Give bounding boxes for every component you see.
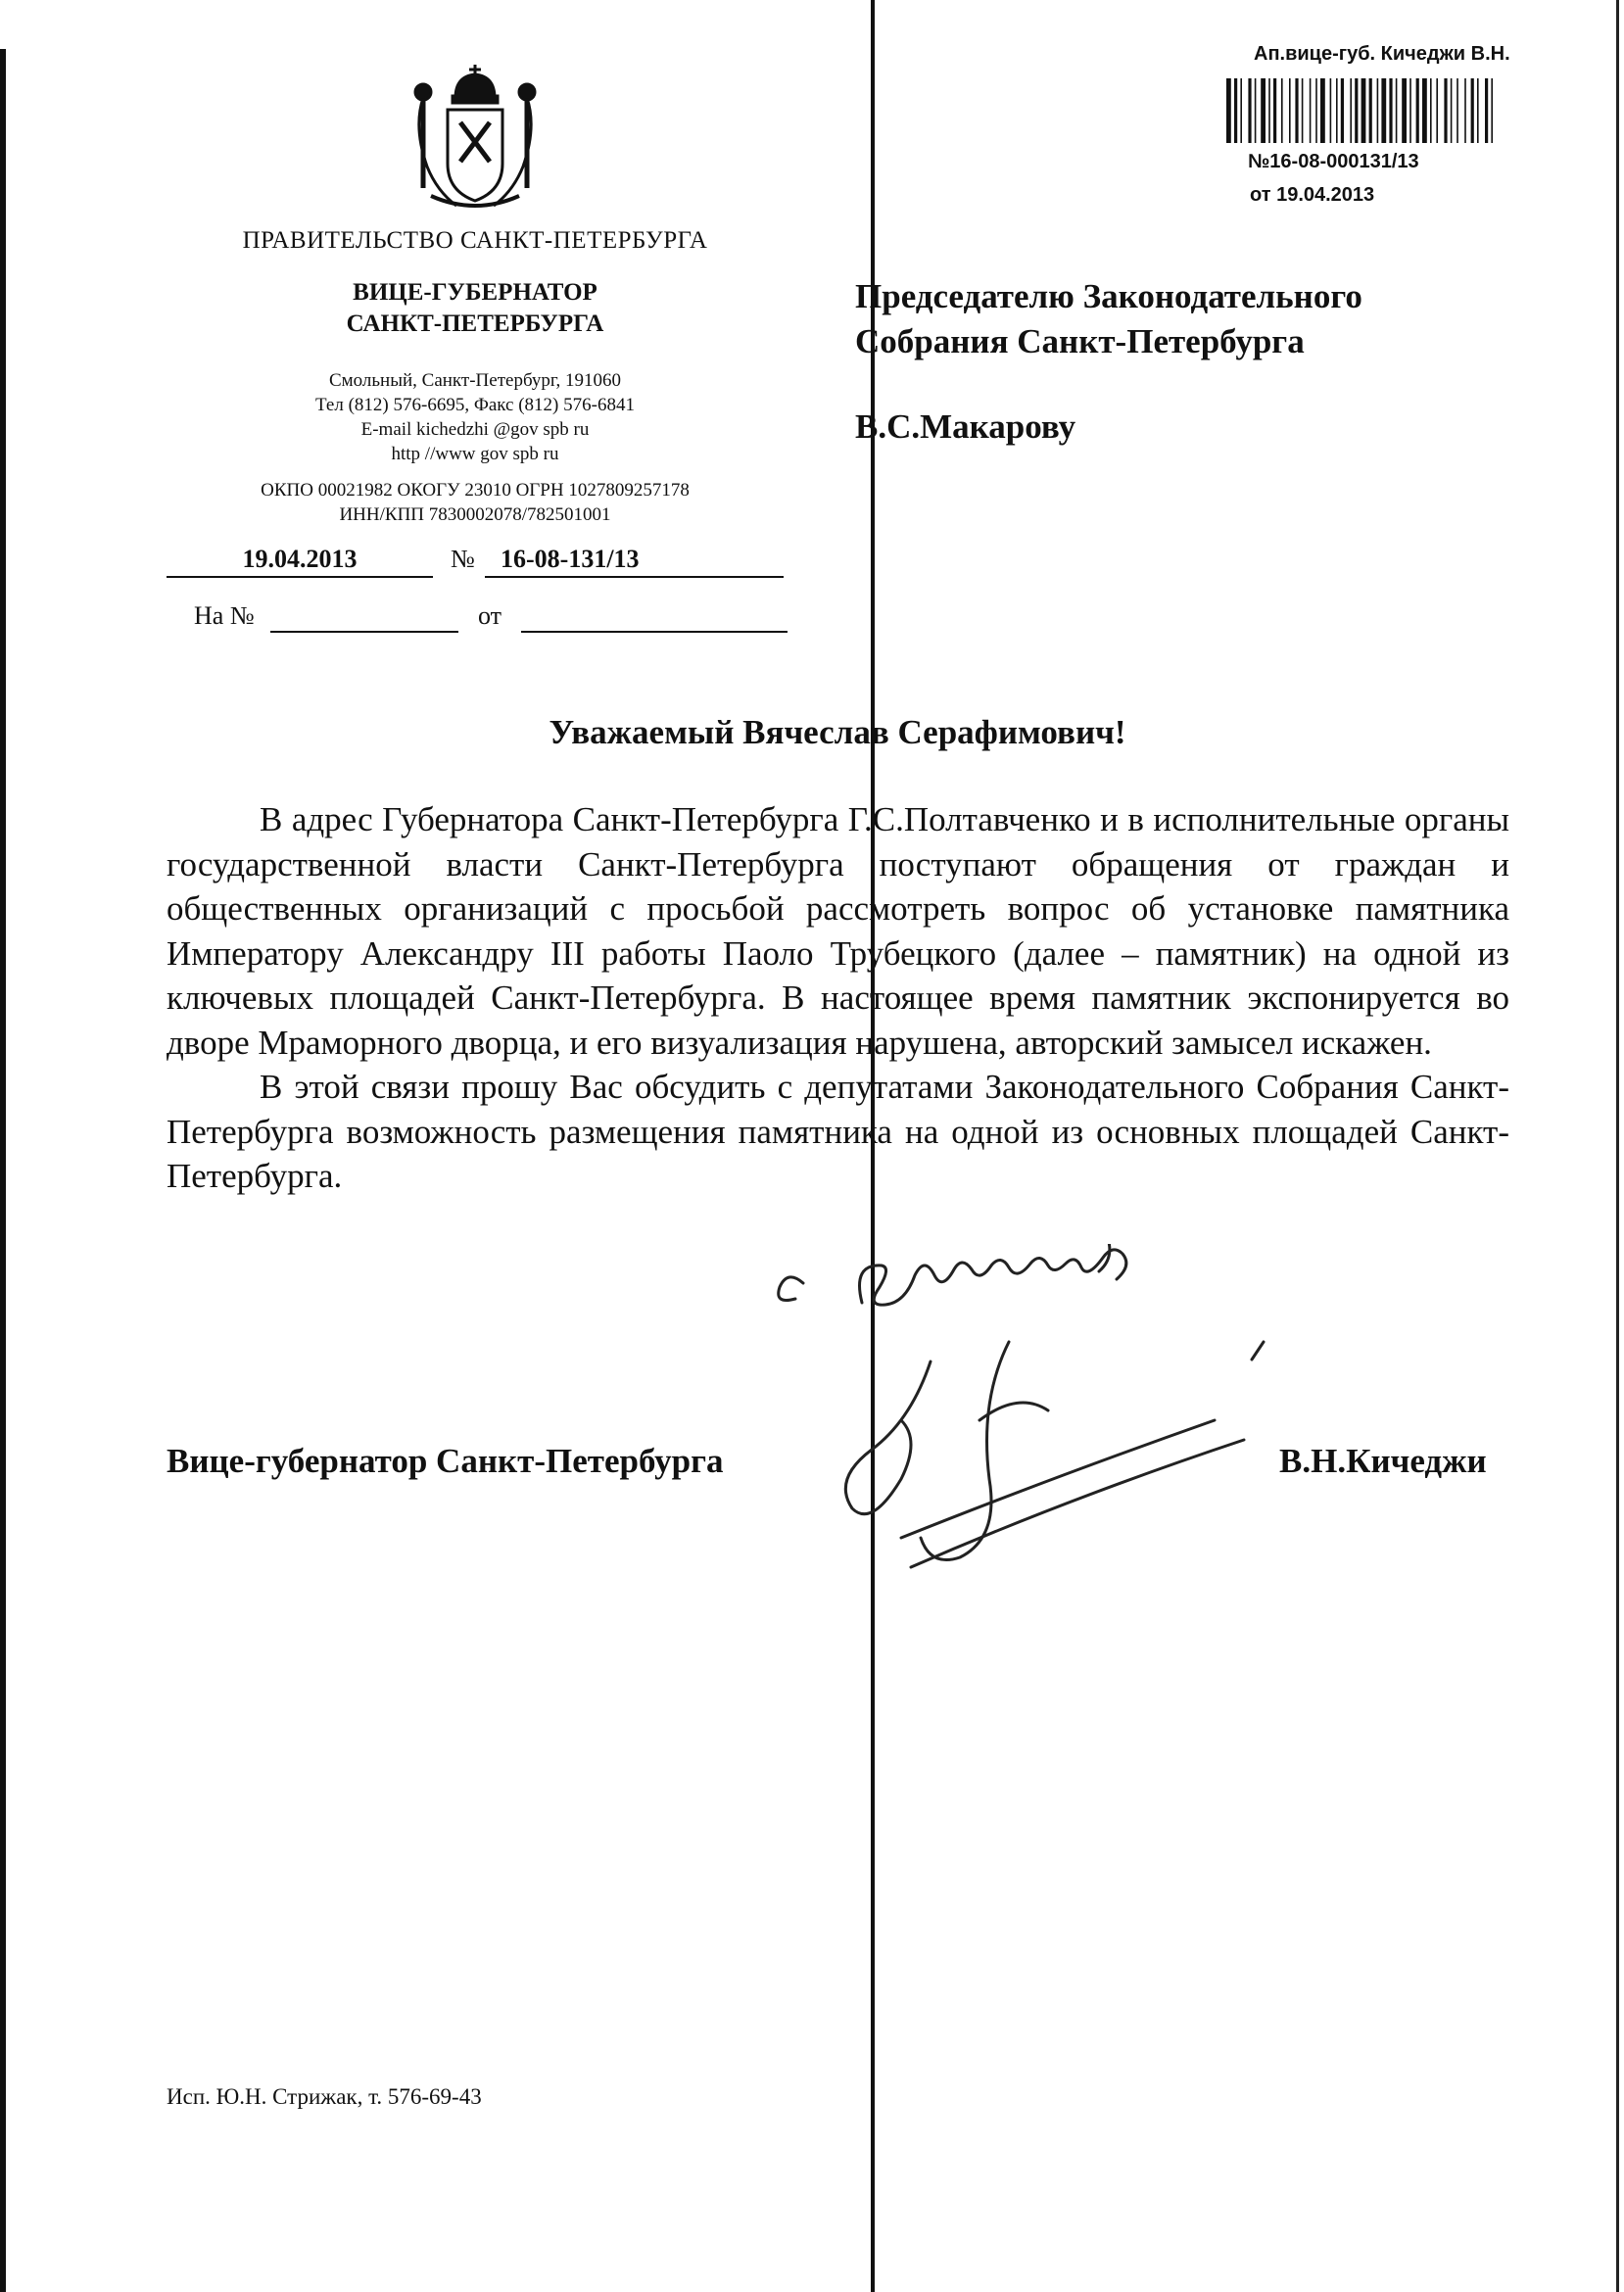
government-name: ПРАВИТЕЛЬСТВО САНКТ-ПЕТЕРБУРГА: [242, 227, 708, 254]
letter-body: [167, 797, 1509, 1199]
executor-note: Исп. Ю.Н. Стрижак, т. 576-69-43: [167, 2084, 482, 2109]
addressee-line1: Председателю Законодательного: [855, 277, 1362, 315]
signatory-name: В.Н.Кичеджи: [1279, 1442, 1487, 1480]
sender-website: http //www gov spb ru: [391, 444, 559, 464]
outgoing-number: 16-08-131/13: [485, 545, 784, 578]
coat-of-arms-icon: [402, 59, 549, 215]
reference-from-label: от: [478, 601, 502, 630]
registry-codes-line1: ОКПО 00021982 ОКОГУ 23010 ОГРН 1027809257178: [261, 480, 690, 501]
sender-position-line2: САНКТ-ПЕТЕРБУРГА: [346, 310, 604, 337]
outgoing-number-label: №: [451, 545, 475, 573]
registry-codes: [196, 478, 754, 527]
signatory-title: Вице-губернатор Санкт-Петербурга: [167, 1442, 724, 1480]
sender-address: Смольный, Санкт-Петербург, 191060: [328, 370, 622, 391]
body-paragraph: В этой связи прошу Вас обсудить с депутатами Законодательного Собрания Санкт-Петербурга возможность размещения памятника на одной из основных площадей Санкт-Петербурга.: [167, 1068, 1509, 1195]
sender-email: E-mail kichedzhi @gov spb ru: [360, 419, 590, 440]
body-paragraph: В адрес Губернатора Санкт-Петербурга Г.С.Полтавченко и в исполнительные органы государственной власти Санкт-Петербурга поступают обращения от граждан и общественных организаций с просьбой рассмотреть вопрос об установке памятника Императору Александру III работы Паоло Трубецкого (далее – памятник) на одной из ключевых площадей Санкт-Петербурга. В настоящее время памятник экспонируется во дворе Мраморного дворца, и его визуализация нарушена, авторский замысел искажен.: [167, 800, 1509, 1062]
sender-phone-fax: Тел (812) 576-6695, Факс (812) 576-6841: [315, 395, 635, 415]
salutation: Уважаемый Вячеслав Серафимович!: [549, 713, 1126, 751]
scan-edge-left: [0, 49, 6, 2292]
registry-codes-line2: ИНН/КПП 7830002078/782501001: [339, 504, 611, 525]
sender-position-line1: ВИЦЕ-ГУБЕРНАТОР: [353, 279, 597, 306]
handwritten-signature-icon: [744, 1244, 1332, 1714]
scan-edge-right: [1616, 0, 1619, 2292]
addressee-name: В.С.Макарову: [855, 407, 1076, 446]
registration-date: от 19.04.2013: [1250, 184, 1375, 206]
reference-from-blank: [521, 631, 788, 633]
addressee-line2: Собрания Санкт-Петербурга: [855, 322, 1305, 360]
registration-title: Ап.вице-губ. Кичеджи В.Н.: [1254, 43, 1510, 65]
registration-number: №16-08-000131/13: [1248, 151, 1419, 172]
sender-position: [215, 277, 735, 340]
reference-number-blank: [270, 631, 458, 633]
addressee-position: [855, 274, 1362, 364]
contact-block: [196, 368, 754, 466]
barcode-icon: [1226, 78, 1571, 143]
outgoing-date: 19.04.2013: [167, 545, 433, 578]
reference-number-label: На №: [194, 601, 255, 630]
